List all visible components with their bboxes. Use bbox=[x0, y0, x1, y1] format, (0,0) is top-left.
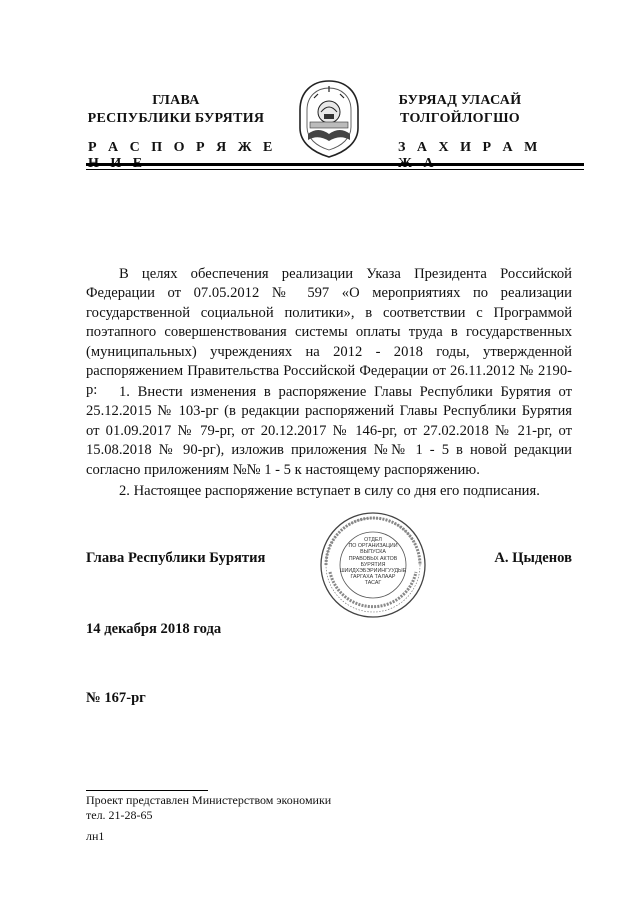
seal-line: ПРАВОВЫХ АКТОВ bbox=[348, 555, 398, 562]
header-right-line1: БУРЯАД УЛАСАЙ bbox=[398, 93, 522, 108]
signatory-position: Глава Республики Бурятия bbox=[86, 550, 266, 566]
item-1-paragraph: 1. Внести изменения в распоряжение Главы Республики Бурятия от 25.12.2015 № 103-рг (в редакции распоряжений Главы Республики Бурятия от 01.09.2017 № 79-рг, от 20.12.2017 № 146-рг, от 27.02.2018 № 21-рг, от 15.08.2018 № 90-рг), изложив приложения №№ 1 - 5 в новой редакции согласно приложениям №№ 1 - 5 к настоящему распоряжению. bbox=[86, 384, 572, 478]
signatory-name: А. Цыденов bbox=[494, 550, 572, 566]
seal-line: ПО ОРГАНИЗАЦИИ bbox=[348, 543, 398, 550]
header-divider-thin bbox=[86, 169, 584, 170]
buryatia-coat-of-arms-icon bbox=[294, 78, 364, 160]
document-date: 14 декабря 2018 года bbox=[86, 621, 222, 637]
footer-phone: тел. 21-28-65 bbox=[86, 808, 153, 822]
header-left-line1: ГЛАВА bbox=[152, 93, 200, 108]
doc-type-left: Р А С П О Р Я Ж Е bbox=[88, 140, 277, 155]
header-right-title bbox=[372, 92, 548, 128]
seal-line: БУРЯТИЯ bbox=[360, 561, 386, 568]
seal-line: ОТДЕЛ bbox=[364, 537, 382, 543]
item-2-paragraph: 2. Настоящее распоряжение вступает в силу со дня его подписания. bbox=[119, 483, 540, 499]
header-right-line2: ТОЛГОЙЛОГШО bbox=[400, 111, 520, 126]
preamble-paragraph: В целях обеспечения реализации Указа Президента Российской Федерации от 07.05.2012 № 597 «О мероприятиях по реализации государственной социальной политики», в соответствии с Программой поэтапного совершенствования системы оплаты труда в государственных (муниципальных) учреждениях на 2012 - 2018 годы, утвержденной распоряжением Правительства Российской Федерации от 26.11.2012 № 2190-р: bbox=[86, 266, 572, 399]
seal-line: ВЫПУСКА bbox=[360, 549, 386, 556]
footer-divider bbox=[86, 790, 208, 791]
header-left-line2: РЕСПУБЛИКИ БУРЯТИЯ bbox=[87, 111, 265, 126]
footer-prepared-by: Проект представлен Министерством экономики bbox=[86, 793, 332, 807]
official-seal-icon bbox=[318, 510, 428, 620]
document-number: № 167-рг bbox=[86, 690, 146, 706]
footer-code: лн1 bbox=[86, 829, 105, 843]
doc-type-right: З А Х И Р А М bbox=[398, 140, 542, 155]
header-left-title bbox=[78, 92, 274, 128]
seal-line: ШИИДХЭБЭРИИНГУУДЫЕ bbox=[339, 568, 407, 575]
seal-line: ГАРГАХА ТАЛААР bbox=[350, 574, 396, 581]
header-dotted-line bbox=[86, 176, 584, 178]
header-divider-thick bbox=[86, 163, 584, 166]
seal-line: ТАСАГ bbox=[364, 580, 382, 587]
